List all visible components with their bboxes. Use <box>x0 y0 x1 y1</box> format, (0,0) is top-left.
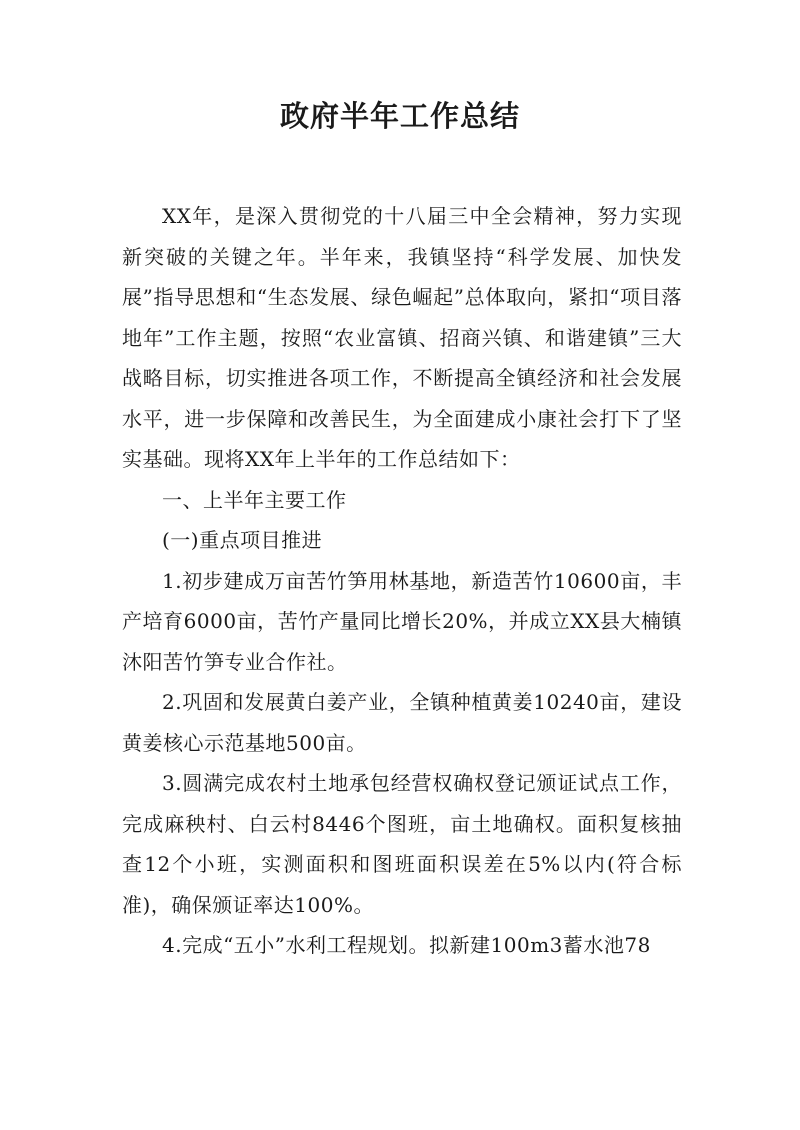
list-item: 1.初步建成万亩苦竹笋用林基地，新造苦竹10600亩，丰产培育6000亩，苦竹产量同比增长20%，并成立XX县大楠镇沐阳苦竹笋专业合作社。 <box>122 568 682 674</box>
document-body <box>122 196 682 966</box>
list-item: 2.巩固和发展黄白姜产业，全镇种植黄姜10240亩，建设黄姜核心示范基地500亩。 <box>122 690 682 755</box>
subsection-heading: (一)重点项目推进 <box>162 528 323 552</box>
document-title: 政府半年工作总结 <box>279 99 520 133</box>
intro-paragraph: XX年，是深入贯彻党的十八届三中全会精神，努力实现新突破的关键之年。半年来，我镇坚持“科学发展、加快发展”指导思想和“生态发展、绿色崛起”总体取向，紧扣“项目落地年”工作主题，按照“农业富镇、招商兴镇、和谐建镇”三大战略目标，切实推进各项工作，不断提高全镇经济和社会发展水平，进一步保障和改善民生，为全面建成小康社会打下了坚实基础。现将XX年上半年的工作总结如下： <box>122 204 682 471</box>
section-heading: 一、上半年主要工作 <box>162 487 347 512</box>
list-item: 4.完成“五小”水利工程规划。拟新建100m3蓄水池78 <box>162 933 651 957</box>
list-item: 3.圆满完成农村土地承包经营权确权登记颁证试点工作，完成麻秧村、白云村8446个图班，亩土地确权。面积复核抽查12个小班，实测面积和图班面积误差在5%以内(符合标准)，确保颁证率达100%。 <box>122 771 682 917</box>
